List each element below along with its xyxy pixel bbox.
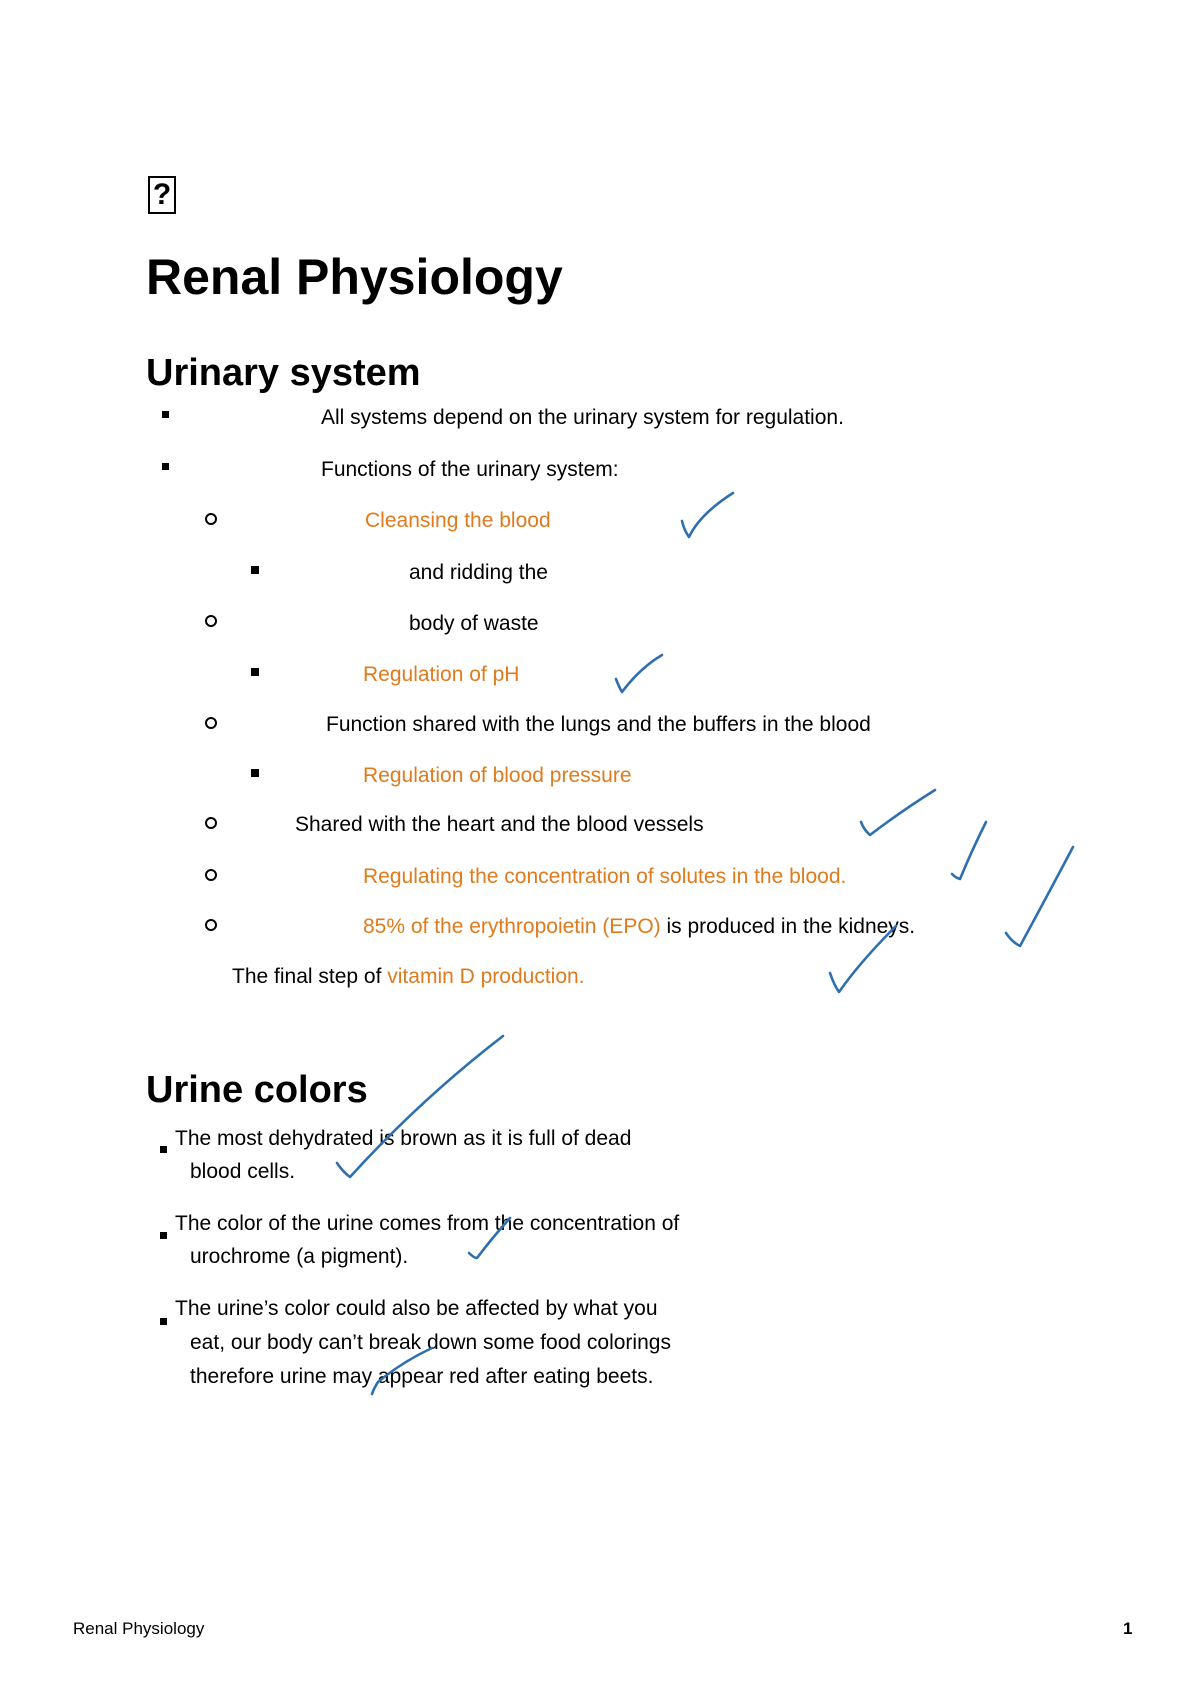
bullet-circle [205,919,217,931]
bullet-square [162,411,169,418]
list-item-text: Regulating the concentration of solutes in the blood. [363,865,847,888]
list-item-text: blood cells. [190,1160,296,1183]
bullet-circle [205,717,217,729]
bullet-circle [205,869,217,881]
bullet-square [162,463,169,470]
list-item-text: and ridding the [409,561,548,584]
bullet-square [160,1146,167,1153]
list-item-text: therefore urine may appear red after eating beets. [190,1365,654,1388]
list-item-text: Function shared with the lungs and the buffers in the blood [326,713,871,736]
list-item-text: All systems depend on the urinary system for regulation. [321,406,844,429]
list-item-text: Functions of the urinary system: [321,458,619,481]
paragraph-text [232,965,585,989]
highlight-text: 85% of the erythropoietin (EPO) [363,915,661,938]
list-item-text: Shared with the heart and the blood vessels [295,813,704,836]
section-heading-urinary-system: Urinary system [146,352,421,394]
checkmark-annotation [952,822,986,879]
list-item-text: The most dehydrated is brown as it is full of dead [175,1127,632,1150]
page-title: Renal Physiology [146,249,563,305]
plain-text: The final step of [232,965,388,988]
bullet-square [251,769,259,777]
list-item-text: The urine’s color could also be affected by what you [175,1297,658,1320]
checkmark-annotation [682,493,733,537]
bullet-circle [205,817,217,829]
missing-glyph-box: ? [148,176,176,214]
list-item-text: body of waste [409,612,539,635]
list-item-text: eat, our body can’t break down some food colorings [190,1331,671,1354]
list-item-text: urochrome (a pigment). [190,1245,409,1268]
footer-title: Renal Physiology [73,1619,205,1638]
list-item-text: The color of the urine comes from the concentration of [175,1212,680,1235]
list-item-text: Cleansing the blood [365,509,551,532]
bullet-square [160,1318,167,1325]
plain-text: is produced in the kidneys. [660,915,916,938]
checkmark-annotation [616,655,662,692]
bullet-circle [205,615,217,627]
page-number: 1 [1123,1619,1133,1638]
list-item-text: Regulation of blood pressure [363,764,632,787]
bullet-square [251,668,259,676]
bullet-square [251,566,259,574]
bullet-square [160,1232,167,1239]
list-item-text [363,915,915,939]
highlight-text: vitamin D production. [387,965,585,988]
bullet-circle [205,513,217,525]
section-heading-urine-colors: Urine colors [146,1069,368,1111]
checkmark-annotation [1006,847,1073,946]
checkmark-annotation [861,790,935,835]
list-item-text: Regulation of pH [363,663,520,686]
